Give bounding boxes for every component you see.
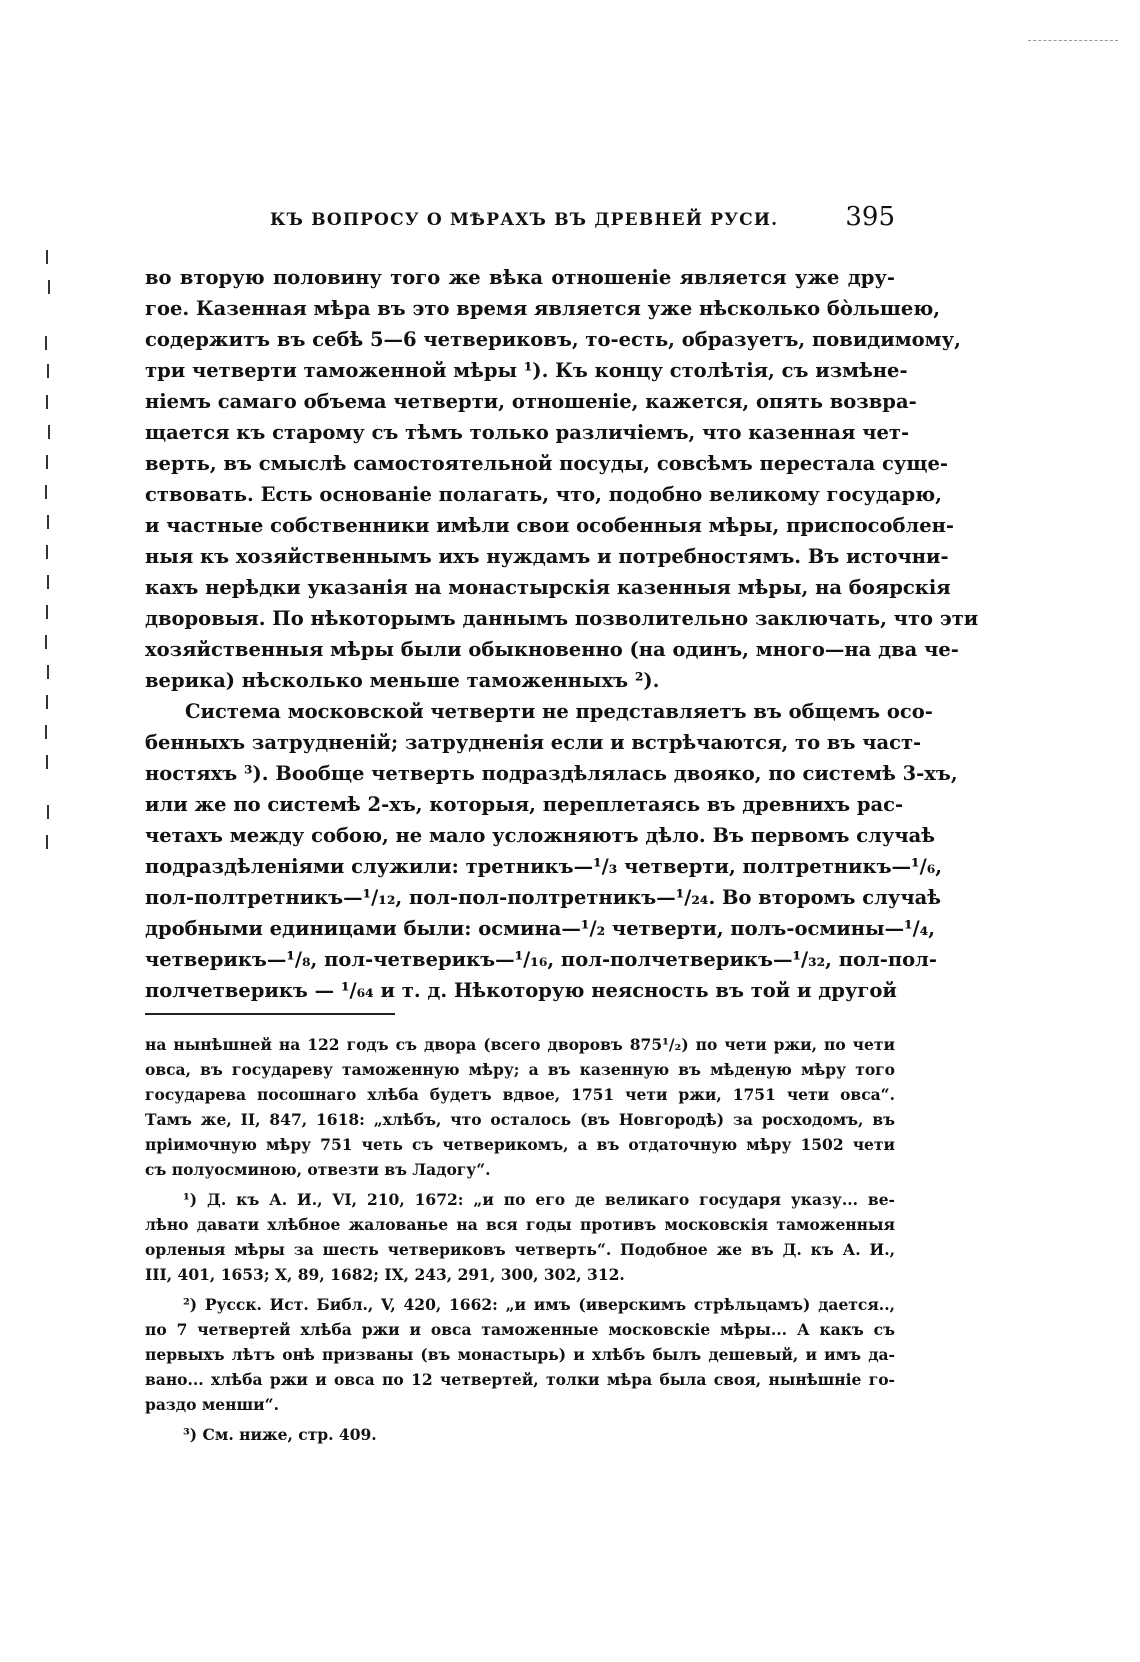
footnote-line: лѣно давати хлѣбное жалованье на вся годы противъ московскія таможенныя <box>145 1215 895 1234</box>
margin-tick <box>46 455 48 469</box>
margin-tick <box>45 485 47 499</box>
footnote-2: ²) Русск. Ист. Библ., V, 420, 1662: „и имъ (иверскимъ стрѣльцамъ) дается.., <box>183 1295 895 1314</box>
text-line: пол-полтретникъ—¹/₁₂, пол-пол-полтретникъ—¹/₂₄. Во второмъ случаѣ <box>145 886 941 909</box>
page-number: 395 <box>845 202 895 232</box>
footnote-line: орленыя мѣры за шесть четвериковъ четверть“. Подобное же въ Д. къ А. И., <box>145 1240 895 1259</box>
margin-tick <box>46 395 48 409</box>
footnote-line: овса, въ государеву таможенную мѣру; а въ казенную въ мѣденую мѣру того <box>145 1060 895 1079</box>
margin-tick <box>45 635 47 649</box>
page-header <box>145 200 895 240</box>
margin-tick <box>48 425 50 439</box>
scan-artifact-line <box>1028 40 1118 41</box>
margin-tick <box>46 605 48 619</box>
text-line: во вторую половину того же вѣка отношеніе является уже дру- <box>145 266 895 289</box>
footnotes <box>145 1032 895 1447</box>
margin-tick <box>46 545 48 559</box>
text-line: три четверти таможенной мѣры ¹). Къ концу столѣтія, съ измѣне- <box>145 359 908 382</box>
margin-tick <box>47 665 49 679</box>
text-line: Система московской четверти не представляетъ въ общемъ осо- <box>185 700 933 723</box>
text-line: подраздѣленіями служили: третникъ—¹/₃ четверти, полтретникъ—¹/₆, <box>145 855 943 878</box>
text-line: бенныхъ затрудненій; затрудненія если и встрѣчаются, то въ част- <box>145 731 922 754</box>
text-line: содержитъ въ себѣ 5—6 четвериковъ, то-есть, образуетъ, повидимому, <box>145 328 961 351</box>
margin-tick <box>46 250 48 264</box>
footnote-line: первыхъ лѣтъ онѣ призваны (въ монастырь) и хлѣбъ былъ дешевый, и имъ да- <box>145 1345 895 1364</box>
footnote-line: раздо менши“. <box>145 1395 279 1414</box>
margin-tick <box>46 835 48 849</box>
text-line: верть, въ смыслѣ самостоятельной посуды, совсѣмъ перестала суще- <box>145 452 948 475</box>
text-line: четахъ между собою, не мало усложняютъ дѣло. Въ первомъ случаѣ <box>145 824 935 847</box>
margin-tick <box>45 336 47 350</box>
text-line: кахъ нерѣдки указанія на монастырскія казенныя мѣры, на боярскія <box>145 576 951 599</box>
margin-tick <box>45 725 47 739</box>
footnote-divider <box>145 1013 395 1015</box>
margin-tick <box>46 695 48 709</box>
footnote-line: съ полуосминою, отвезти въ Ладогу“. <box>145 1160 491 1179</box>
margin-tick <box>47 805 49 819</box>
footnote-line: на нынѣшней на 122 годъ съ двора (всего дворовъ 875¹/₂) по чети ржи, по чети <box>145 1035 895 1054</box>
margin-tick <box>47 575 49 589</box>
text-line: ностяхъ ³). Вообще четверть подраздѣлялась двояко, по системѣ 3-хъ, <box>145 762 958 785</box>
running-title: КЪ ВОПРОСУ О МѢРАХЪ ВЪ ДРЕВНЕЙ РУСИ. <box>270 210 779 230</box>
margin-marks <box>40 250 60 890</box>
footnote-3: ³) См. ниже, стр. 409. <box>183 1425 377 1444</box>
footnote-line: пріимочную мѣру 751 четь съ четверикомъ, а въ отдаточную мѣру 1502 чети <box>145 1135 895 1154</box>
text-line: полчетверикъ — ¹/₆₄ и т. д. Нѣкоторую неясность въ той и другой <box>145 979 897 1002</box>
text-line: гое. Казенная мѣра въ это время является уже нѣсколько бо̀льшею, <box>145 297 941 320</box>
margin-tick <box>48 280 50 294</box>
margin-tick <box>47 364 49 378</box>
footnote-line: Тамъ же, II, 847, 1618: „хлѣбъ, что осталось (въ Новгородѣ) за росходомъ, въ <box>145 1110 895 1129</box>
margin-tick <box>47 515 49 529</box>
text-line: или же по системѣ 2-хъ, которыя, переплетаясь въ древнихъ рас- <box>145 793 904 816</box>
text-line: хозяйственныя мѣры были обыкновенно (на одинъ, много—на два че- <box>145 638 959 661</box>
main-text <box>145 262 979 1006</box>
footnote-line: государева посошнаго хлѣба будетъ вдвое, 1751 чети ржи, 1751 чети овса“. <box>145 1085 895 1104</box>
footnote-1: ¹) Д. къ А. И., VI, 210, 1672: „и по его де великаго государя указу... ве- <box>183 1190 895 1209</box>
footnote-line: III, 401, 1653; X, 89, 1682; IX, 243, 291, 300, 302, 312. <box>145 1265 625 1284</box>
text-line: щается къ старому съ тѣмъ только различіемъ, что казенная чет- <box>145 421 910 444</box>
text-line: и частные собственники имѣли свои особенныя мѣры, приспособлен- <box>145 514 954 537</box>
text-line: ствовать. Есть основаніе полагать, что, подобно великому государю, <box>145 483 942 506</box>
margin-tick <box>46 755 48 769</box>
text-line: ныя къ хозяйственнымъ ихъ нуждамъ и потребностямъ. Въ источни- <box>145 545 949 568</box>
footnote-line: вано... хлѣба ржи и овса по 12 четвертей, толки мѣра была своя, нынѣшніе го- <box>145 1370 895 1389</box>
text-line: дробными единицами были: осмина—¹/₂ четверти, полъ-осмины—¹/₄, <box>145 917 936 940</box>
text-line: четверикъ—¹/₈, пол-четверикъ—¹/₁₆, пол-полчетверикъ—¹/₃₂, пол-пол- <box>145 948 938 971</box>
text-line: верика) нѣсколько меньше таможенныхъ ²). <box>145 669 660 692</box>
text-line: ніемъ самаго объема четверти, отношеніе, кажется, опять возвра- <box>145 390 917 413</box>
text-line: дворовыя. По нѣкоторымъ даннымъ позволительно заключать, что эти <box>145 607 979 630</box>
footnote-line: по 7 четвертей хлѣба ржи и овса таможенные московскіе мѣры... А какъ съ <box>145 1320 895 1339</box>
